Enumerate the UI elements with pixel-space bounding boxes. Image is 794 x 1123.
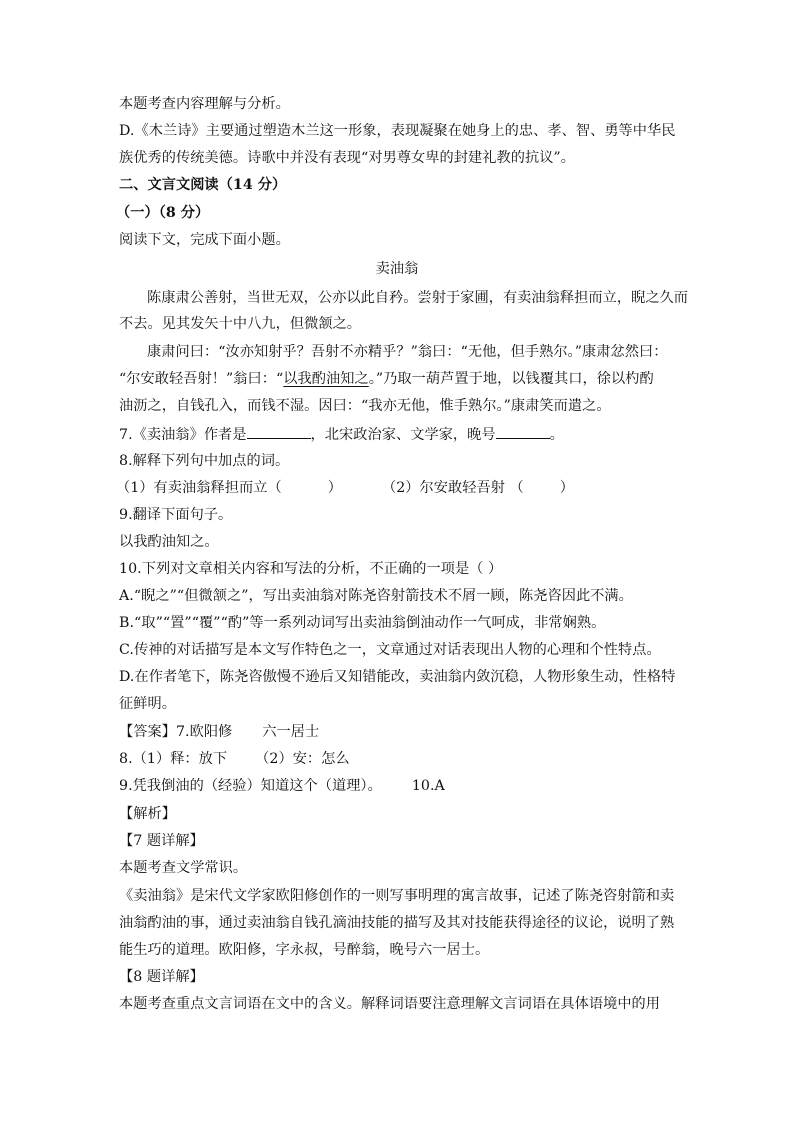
- paren-close: ）: [559, 480, 574, 496]
- q7-detail-paragraph-cont: 油翁酌油的事，通过卖油翁自钱孔滴油技能的描写及其对技能获得途径的议论，说明了熟: [119, 915, 675, 931]
- passage-text: “尔安敢轻吾射！”翁曰：“: [119, 371, 284, 387]
- question-8-items: [116, 478, 574, 498]
- answer-line-7: [119, 722, 319, 742]
- question-7: [119, 424, 564, 445]
- analysis-text: 本题考查内容理解与分析。: [119, 96, 290, 112]
- subsection-heading: （一）（8 分）: [116, 205, 210, 221]
- answer-line-9: [119, 776, 445, 796]
- answer-value: 10.A: [411, 778, 445, 794]
- q8-detail-heading: 【8 题详解】: [119, 969, 204, 985]
- answer-value: 六一居士: [262, 724, 320, 740]
- answer-blank: [496, 424, 550, 439]
- answer-blank: [247, 424, 311, 439]
- question-9-sentence: 以我酌油知之。: [119, 534, 219, 550]
- passage-paragraph-1: 陈康肃公善射，当世无双，公亦以此自矜。尝射于家圃，有卖油翁释担而立，睨之久而: [147, 290, 689, 306]
- q8-detail-text: 本题考查重点文言词语在文中的含义。解释词语要注意理解文言词语在具体语境中的用: [119, 996, 661, 1012]
- question-text: 7.《卖油翁》作者是: [119, 427, 247, 443]
- explanation-heading: 【解析】: [119, 806, 176, 822]
- answer-line-8: [119, 749, 350, 769]
- answer-value: 8.（1）释：放下: [119, 751, 228, 767]
- passage-paragraph-2: 康肃问曰：“汝亦知射乎？吾射不亦精乎？”翁曰：“无他，但手熟尔。”康肃忿然曰：: [147, 344, 668, 360]
- paren-close: ）: [327, 480, 342, 496]
- section-heading: 二、文言文阅读（14 分）: [119, 177, 287, 193]
- q7-detail-text: 本题考查文学常识。: [119, 860, 248, 876]
- question-9: 9.翻译下面句子。: [119, 507, 233, 523]
- instruction-text: 阅读下文，完成下面小题。: [119, 232, 290, 248]
- passage-paragraph-2-cont: [119, 369, 654, 389]
- passage-paragraph-1-cont: 不去。见其发矢十中八九，但微颔之。: [119, 316, 362, 332]
- question-10: 10.下列对文章相关内容和写法的分析，不正确的一项是（ ）: [119, 561, 503, 577]
- question-8: 8.解释下列句中加点的词。: [119, 453, 290, 469]
- question-8-item-2: （2）尔安敢轻吾射 （: [381, 480, 524, 496]
- option-d: D.在作者笔下，陈尧咨傲慢不逊后又知错能改，卖油翁内敛沉稳，人物形象生动，性格特: [119, 669, 676, 685]
- q7-detail-heading: 【7 题详解】: [119, 833, 204, 849]
- question-8-item-1: （1）有卖油翁释担而立（: [116, 480, 282, 496]
- question-text: 。: [549, 427, 564, 443]
- passage-text: 。”乃取一葫芦置于地，以钱覆其口，徐以杓酌: [368, 371, 654, 387]
- option-a: A.“睨之”“但微颔之”，写出卖油翁对陈尧咨射箭技术不屑一顾，陈尧咨因此不满。: [119, 588, 633, 604]
- option-c: C.传神的对话描写是本文写作特色之一，文章通过对话表现出人物的心理和个性特点。: [119, 642, 661, 658]
- q7-detail-paragraph: 《卖油翁》是宋代文学家欧阳修创作的一则写事明理的寓言故事，记述了陈尧咨射箭和卖: [119, 888, 675, 904]
- option-b: B.“取”“置”“覆”“酌”等一系列动词写出卖油翁倒油动作一气呵成，非常娴熟。: [119, 615, 606, 631]
- passage-title: 卖油翁: [375, 261, 419, 277]
- option-d-explanation-cont: 族优秀的传统美德。诗歌中并没有表现“对男尊女卑的封建礼教的抗议”。: [119, 150, 575, 166]
- underlined-sentence: 以我酌油知之: [283, 371, 369, 387]
- passage-paragraph-2-end: 油沥之，自钱孔入，而钱不湿。因曰：“我亦无他，惟手熟尔。”康肃笑而遣之。: [119, 398, 611, 414]
- answer-value: （2）安：怎么: [255, 751, 350, 767]
- q7-detail-paragraph-end: 能生巧的道理。欧阳修，字永叔，号醉翁，晚号六一居士。: [119, 942, 490, 958]
- option-d-explanation: D.《木兰诗》主要通过塑造木兰这一形象，表现凝聚在她身上的忠、孝、智、勇等中华民: [119, 123, 676, 139]
- answer-label: 【答案】7.欧阳修: [119, 724, 233, 740]
- option-d-cont: 征鲜明。: [119, 696, 176, 712]
- answer-value: 9.凭我倒油的（经验）知道这个（道理）。: [119, 778, 382, 794]
- question-text: ，北宋政治家、文学家，晚号: [310, 427, 496, 443]
